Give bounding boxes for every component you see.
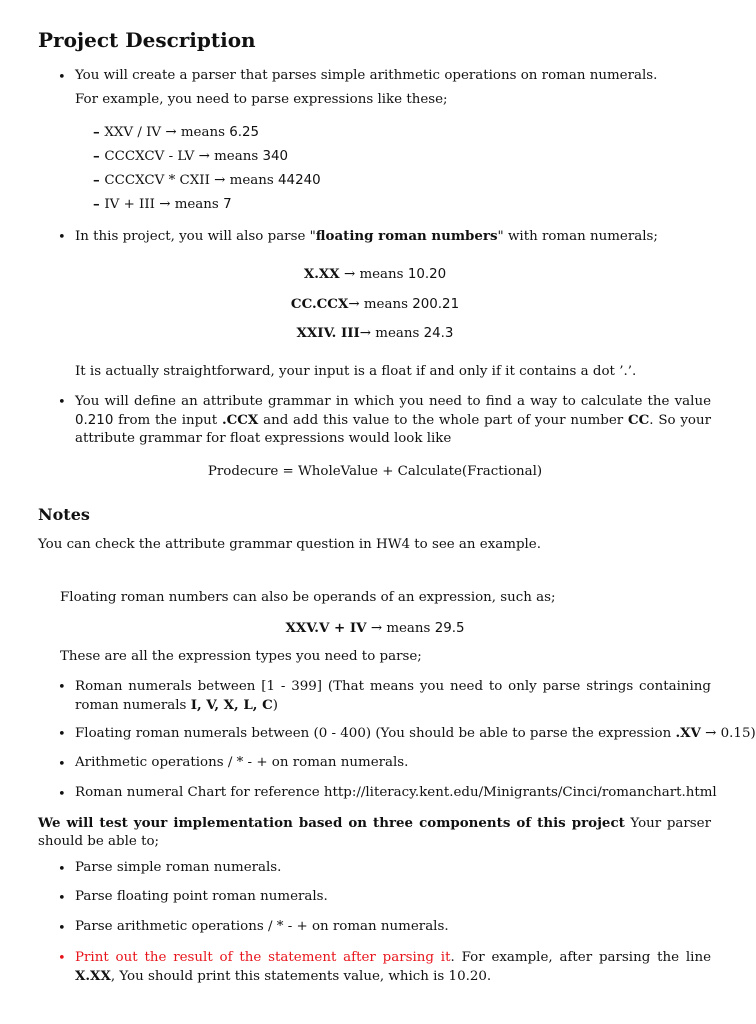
notes-heading: Notes — [38, 505, 90, 524]
list-item: Parse floating point roman numerals. — [75, 889, 328, 904]
list-item: Roman numerals between [1 - 399] (That means you need to only parse strings containing roman numerals I, V, X, L, C) — [75, 679, 711, 713]
arrow-icon: → — [159, 197, 171, 212]
arrow-icon: → — [370, 621, 383, 636]
floating-example: CC.CCX→ means 200.21 — [290, 296, 460, 312]
bullet-icon: • — [58, 230, 66, 245]
testing-paragraph: We will test your implementation based on three components of this project Your parser should be able to; — [38, 815, 711, 849]
attribute-paragraph: You will define an attribute grammar in which you need to find a way to calculate the value 0.210 from the input .CCX and add this value to the whole part of your number CC. So your attribute grammar for float expressions would look like — [75, 394, 711, 446]
floating-intro: In this project, you will also parse "floating roman numbers" with roman numerals; — [75, 228, 658, 244]
bullet-icon: • — [58, 951, 66, 966]
intro-line-1: You will create a parser that parses simple arithmetic operations on roman numerals. — [75, 68, 658, 83]
notes-text: You can check the attribute grammar question in HW4 to see an example. — [38, 537, 541, 552]
bullet-icon: • — [58, 891, 66, 906]
floating-example: XXIV. III→ means 24.3 — [296, 325, 454, 341]
operand-example: XXV.V + IV → means 29.5 — [285, 620, 465, 636]
example-item: – IV + III → means 7 — [93, 196, 232, 212]
bullet-icon: • — [58, 680, 66, 695]
arrow-icon: → — [359, 326, 371, 341]
types-intro: These are all the expression types you need to parse; — [60, 649, 422, 664]
example-item: – CCCXCV * CXII → means 44240 — [93, 172, 321, 188]
bullet-icon: • — [58, 395, 66, 410]
bullet-icon: • — [58, 727, 66, 742]
bullet-icon: • — [58, 921, 66, 936]
list-item: Roman numeral Chart for reference http://literacy.kent.edu/Minigrants/Cinci/romanchart.html — [75, 785, 717, 800]
list-item: Arithmetic operations / * - + on roman numerals. — [75, 755, 409, 770]
list-item: Floating roman numerals between (0 - 400) (You should be able to parse the expression .XV → 0.15) — [75, 725, 756, 741]
floating-example: X.XX → means 10.20 — [303, 266, 447, 282]
list-item: Parse simple roman numerals. — [75, 860, 282, 875]
intro-line-2: For example, you need to parse expressions like these; — [75, 92, 448, 107]
floating-note: It is actually straightforward, your input is a float if and only if it contains a dot ’.’. — [75, 364, 637, 379]
arrow-icon: → — [198, 149, 210, 164]
operands-text: Floating roman numbers can also be operands of an expression, such as; — [60, 590, 556, 605]
arrow-icon: → — [348, 297, 360, 312]
bullet-icon: • — [58, 70, 66, 85]
arrow-icon: → — [165, 125, 177, 140]
bullet-icon: • — [58, 862, 66, 877]
arrow-icon: → — [214, 173, 226, 188]
bullet-icon: • — [58, 787, 66, 802]
example-item: – CCCXCV - LV → means 340 — [93, 148, 289, 164]
page-title: Project Description — [38, 28, 256, 52]
example-item: – XXV / IV → means 6.25 — [93, 124, 260, 140]
list-item: Parse arithmetic operations / * - + on roman numerals. — [75, 919, 449, 934]
list-item: Print out the result of the statement after parsing it. For example, after parsing the line X.XX, You should print this statements value, which is 10.20. — [75, 950, 711, 984]
attribute-formula: Prodecure = WholeValue + Calculate(Fractional) — [207, 464, 543, 479]
bullet-icon: • — [58, 757, 66, 772]
arrow-icon: → — [343, 267, 356, 282]
